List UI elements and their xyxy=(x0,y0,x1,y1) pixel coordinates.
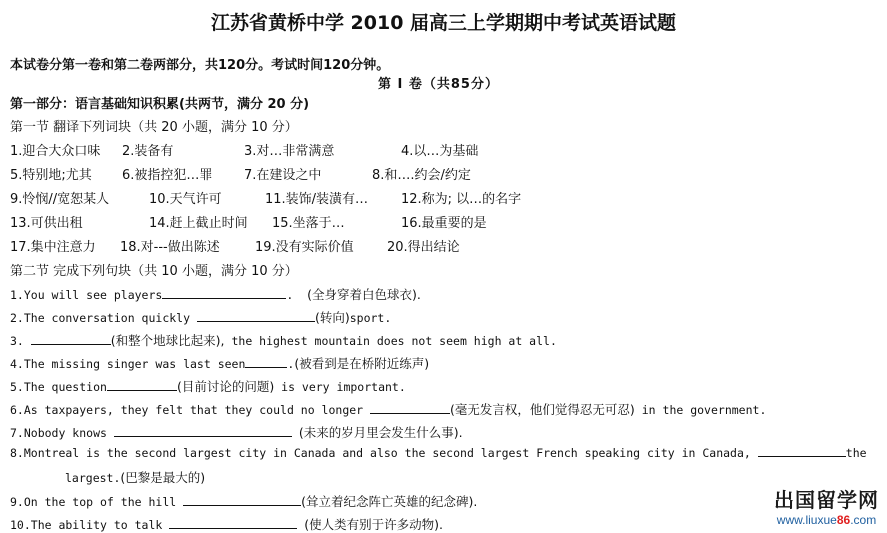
vocab-item: 7.在建设之中 xyxy=(244,168,322,183)
translation-hint: (全身穿着白色球衣). xyxy=(307,287,421,302)
sentence-text: 6.As taxpayers, they felt that they could no longer xyxy=(10,403,364,417)
sentence-text: 1.You will see players xyxy=(10,288,163,302)
sentence-text: in the government. xyxy=(641,403,767,417)
vocab-item: 12.称为; 以…的名字 xyxy=(401,192,522,207)
sentence-text: the xyxy=(845,446,867,460)
sentence-text: 7.Nobody knows xyxy=(10,426,107,440)
url-part: www.liuxue xyxy=(776,513,837,527)
sentence-text: 4.The missing singer was last seen xyxy=(10,357,246,371)
vocab-item: 1.迎合大众口味 xyxy=(10,144,101,159)
url-part: 86 xyxy=(836,513,851,527)
watermark-url xyxy=(774,513,879,527)
sentence-item xyxy=(10,492,477,510)
sentence-text: . xyxy=(287,357,295,371)
vocab-item: 18.对---做出陈述 xyxy=(120,240,220,255)
answer-blank[interactable] xyxy=(758,446,846,457)
section-1-heading: 第一节 翻译下列词块（共 20 小题，满分 10 分） xyxy=(10,120,298,135)
answer-blank[interactable] xyxy=(31,334,111,345)
vocab-row xyxy=(10,212,880,232)
sentence-item xyxy=(10,446,867,460)
sentence-item xyxy=(10,308,391,326)
translation-hint: (毫无发言权，他们觉得忍无可忍) xyxy=(450,402,635,417)
answer-blank[interactable] xyxy=(169,518,297,529)
translation-hint: (未来的岁月里会发生什么事). xyxy=(298,425,463,440)
sentence-item xyxy=(10,285,421,303)
translation-hint: (巴黎是最大的) xyxy=(120,470,206,485)
vocab-item: 16.最重要的是 xyxy=(401,216,487,231)
answer-blank[interactable] xyxy=(197,311,315,322)
vocab-item: 2.装备有 xyxy=(122,144,174,159)
sentence-item xyxy=(10,331,557,349)
sentence-text: 5.The question xyxy=(10,380,107,394)
answer-blank[interactable] xyxy=(245,357,287,368)
answer-blank[interactable] xyxy=(370,403,450,414)
sentence-item xyxy=(10,400,766,418)
translation-hint: (转向) xyxy=(314,310,350,325)
answer-blank[interactable] xyxy=(107,380,177,391)
watermark-name: 出国留学网 xyxy=(774,488,879,512)
sentence-text: largest. xyxy=(65,471,121,485)
sentence-text: 9.On the top of the hill xyxy=(10,495,177,509)
sentence-text: 10.The ability to talk xyxy=(10,518,163,532)
vocab-item: 8.和….约会/约定 xyxy=(372,168,471,183)
exam-intro: 本试卷分第一卷和第二卷两部分，共120分。考试时间120分钟。 xyxy=(10,58,390,73)
sentence-text: 2.The conversation quickly xyxy=(10,311,191,325)
sentence-item xyxy=(10,354,429,372)
sentence-item xyxy=(10,377,406,395)
translation-hint: (耸立着纪念阵亡英雄的纪念碑). xyxy=(301,494,478,509)
sentence-item xyxy=(10,423,463,441)
vocab-item: 5.特别地;尤其 xyxy=(10,168,92,183)
url-part: .com xyxy=(850,513,877,527)
vocab-row xyxy=(10,236,880,256)
answer-blank[interactable] xyxy=(162,288,286,299)
translation-hint: (使人类有别于许多动物). xyxy=(304,517,443,532)
vocab-row xyxy=(10,188,880,208)
translation-hint: (被看到是在桥附近练声) xyxy=(294,356,430,371)
vocab-item: 10.天气许可 xyxy=(149,192,222,207)
vocab-item: 4.以…为基础 xyxy=(401,144,479,159)
vocab-row xyxy=(10,164,880,184)
vocab-row xyxy=(10,140,880,160)
translation-hint: (目前讨论的问题) xyxy=(176,379,275,394)
vocab-item: 13.可供出租 xyxy=(10,216,83,231)
sentence-text: the highest mountain does not seem high at all. xyxy=(231,334,557,348)
sentence-text: 3. xyxy=(10,334,24,348)
vocab-item: 15.坐落于… xyxy=(272,216,345,231)
section-2-heading: 第二节 完成下列句块（共 10 小题，满分 10 分） xyxy=(10,264,298,279)
sentence-text: is very important. xyxy=(281,380,406,394)
sentence-item xyxy=(10,515,443,533)
vocab-item: 9.怜悯//宽恕某人 xyxy=(10,192,110,207)
vocab-item: 17.集中注意力 xyxy=(10,240,96,255)
answer-blank[interactable] xyxy=(183,495,301,506)
page-title: 江苏省黄桥中学 2010 届高三上学期期中考试英语试题 xyxy=(210,12,677,34)
vocab-item: 3.对…非常满意 xyxy=(244,144,335,159)
part-heading: 第一部分：语言基础知识积累(共两节，满分 20 分) xyxy=(10,97,310,112)
translation-hint: (和整个地球比起来), xyxy=(110,333,225,348)
vocab-item: 11.装饰/装潢有… xyxy=(265,192,369,207)
sentence-continuation xyxy=(65,468,205,486)
vocab-item: 14.赶上截止时间 xyxy=(149,216,248,231)
sentence-text: sport. xyxy=(349,311,392,325)
site-watermark xyxy=(774,484,879,527)
sentence-text: 8.Montreal is the second largest city in Canada and also the second largest French speaking city in Canada, xyxy=(10,446,751,460)
answer-blank[interactable] xyxy=(114,426,292,437)
vocab-item: 19.没有实际价值 xyxy=(255,240,354,255)
volume-heading: 第 I 卷（共85分） xyxy=(378,77,499,92)
vocab-item: 20.得出结论 xyxy=(387,240,460,255)
sentence-text: . xyxy=(286,288,294,302)
vocab-item: 6.被指控犯…罪 xyxy=(122,168,213,183)
